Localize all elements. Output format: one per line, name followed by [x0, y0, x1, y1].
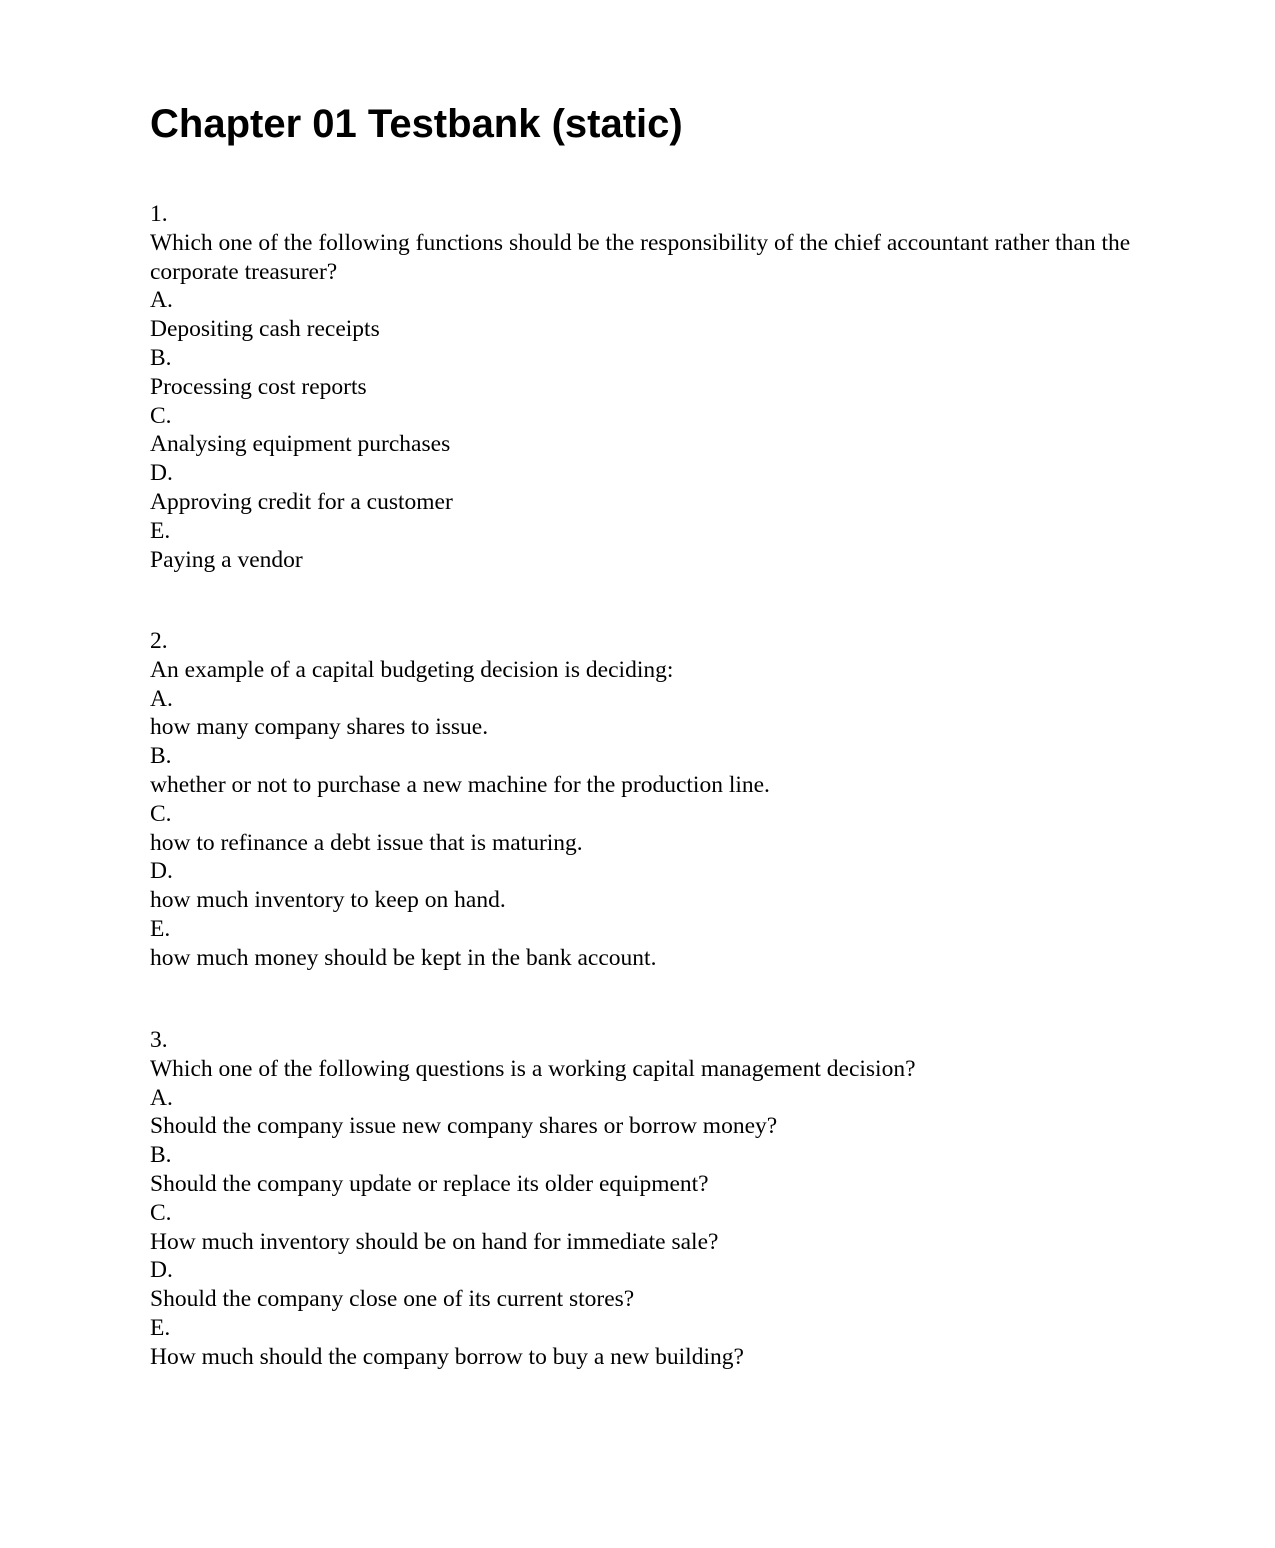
option-text: How much inventory should be on hand for immediate sale? [150, 1228, 719, 1255]
option-text: how much inventory to keep on hand. [150, 887, 506, 914]
page-title: Chapter 01 Testbank (static) [150, 102, 683, 146]
option-letter: A. [150, 685, 173, 712]
option-text: Paying a vendor [150, 546, 303, 573]
option-letter: B. [150, 344, 172, 371]
option-letter: D. [150, 460, 173, 487]
option-letter: E. [150, 915, 171, 942]
option-letter: C. [150, 402, 172, 429]
question-1 [150, 200, 1140, 574]
question-number: 1. [150, 201, 168, 227]
question-text: Which one of the following questions is a working capital management decision? [150, 1055, 916, 1082]
option-text: Analysing equipment purchases [150, 431, 451, 458]
option-letter: C. [150, 800, 172, 827]
option-text: Should the company update or replace its older equipment? [150, 1170, 709, 1197]
question-text: Which one of the following functions should be the responsibility of the chief accountant rather than the corporate treasurer? [150, 229, 1131, 285]
option-letter: E. [150, 517, 171, 544]
option-text: Depositing cash receipts [150, 316, 380, 343]
option-letter: B. [150, 1142, 172, 1169]
option-text: how many company shares to issue. [150, 714, 489, 741]
option-text: how much money should be kept in the bank account. [150, 944, 657, 971]
option-text: Approving credit for a customer [150, 488, 453, 515]
option-text: Should the company close one of its current stores? [150, 1286, 635, 1313]
option-text: how to refinance a debt issue that is maturing. [150, 829, 583, 856]
option-letter: D. [150, 858, 173, 885]
option-letter: D. [150, 1257, 173, 1284]
question-3 [150, 1026, 1140, 1372]
option-letter: A. [150, 1084, 173, 1111]
option-letter: E. [150, 1314, 171, 1341]
option-text: Processing cost reports [150, 373, 367, 400]
option-text: How much should the company borrow to buy a new building? [150, 1343, 744, 1370]
option-text: Should the company issue new company shares or borrow money? [150, 1113, 778, 1140]
option-text: whether or not to purchase a new machine for the production line. [150, 771, 770, 798]
question-text: An example of a capital budgeting decision is deciding: [150, 656, 674, 683]
option-letter: C. [150, 1199, 172, 1226]
question-number: 3. [150, 1027, 168, 1053]
option-letter: B. [150, 743, 172, 770]
question-2 [150, 627, 1140, 973]
option-letter: A. [150, 287, 173, 314]
question-number: 2. [150, 628, 168, 654]
